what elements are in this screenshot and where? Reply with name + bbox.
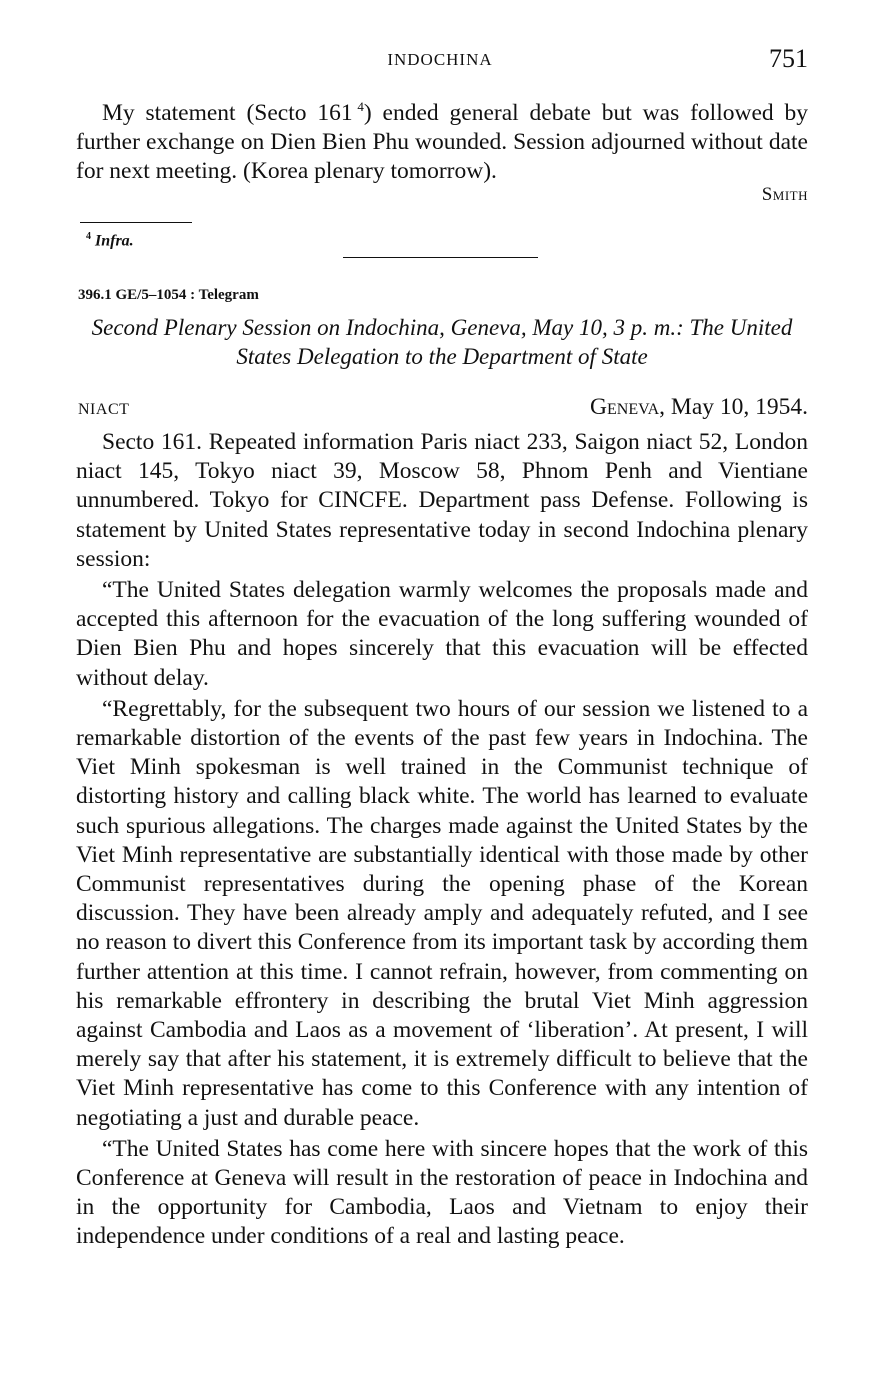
footnote-rule	[80, 222, 192, 223]
document-title: Second Plenary Session on Indochina, Geneva, May 10, 3 p. m.: The United States Delegation to the Department of State	[91, 315, 793, 369]
page-number: 751	[769, 44, 808, 73]
date: May 10, 1954.	[670, 394, 808, 420]
running-title: INDOCHINA	[387, 50, 493, 69]
body-paragraph: “The United States has come here with sincere hopes that the work of this Conference at Geneva will result in the restoration of peace in Indochina and in the opportunity for Cambodia, Laos and Vietnam to enjoy their independence under conditions of a real and lasting peace.	[76, 1135, 808, 1250]
place-date	[590, 394, 808, 421]
precedence-label: NIACT	[78, 401, 130, 418]
place: Geneva,	[590, 394, 666, 420]
body-paragraph: “Regrettably, for the subsequent two hours of our session we listened to a remarkable distortion of the events of the past few years in Indochina. The Viet Minh spokesman is well trained in the Communist technique of distorting history and calling black white. The world has learned to evaluate such spurious allegations. The charges made against the United States by the Viet Minh representative are substantially identical with those made by other Communist representatives during the opening phase of the Korean discussion. They have been already amply and adequately refuted, and I see no reason to divert this Conference from its important task by according them further attention at this time. I cannot refrain, however, from commenting on his remarkable effrontery in describing the brutal Viet Minh aggression against Cambodia and Laos as a movement of ‘liberation’. At present, I will merely say that after his statement, it is extremely difficult to believe that the Viet Minh representative has come to this Conference with any intention of negotiating a just and durable peace.	[76, 695, 808, 1131]
signature: Smith	[761, 184, 808, 205]
running-head	[0, 46, 880, 76]
footnote-marker: 4	[86, 231, 91, 242]
section-separator	[343, 257, 538, 258]
body-paragraph: “The United States delegation warmly welcomes the proposals made and accepted this afternoon for the evacuation of the long suffering wounded of Dien Bien Phu and hopes sincerely that this evacuation will be effected without delay.	[76, 577, 808, 691]
intro-text-pre: My statement (Secto 161	[102, 99, 353, 126]
footnote-reference: 4	[357, 99, 364, 114]
telegram-body	[76, 428, 808, 1252]
body-paragraph: Secto 161. Repeated information Paris niact 233, Saigon niact 52, London niact 145, Tokyo niact 39, Moscow 58, Phnom Penh and Vientiane unnumbered. Tokyo for CINCFE. Department pass Defense. Following is statement by United States representative today in second Indochina plenary session:	[76, 429, 808, 572]
footnote-text: Infra.	[95, 232, 134, 250]
footnote	[86, 231, 134, 250]
intro-paragraph	[76, 92, 808, 186]
intro-text-post: ) ended general debate but was followed by further exchange on Dien Bien Phu wounded. Session adjourned without date for next meeting. (Korea plenary tomorrow).	[76, 99, 809, 185]
file-reference: 396.1 GE/5–1054 : Telegram	[78, 287, 259, 303]
intro-section	[76, 92, 808, 186]
